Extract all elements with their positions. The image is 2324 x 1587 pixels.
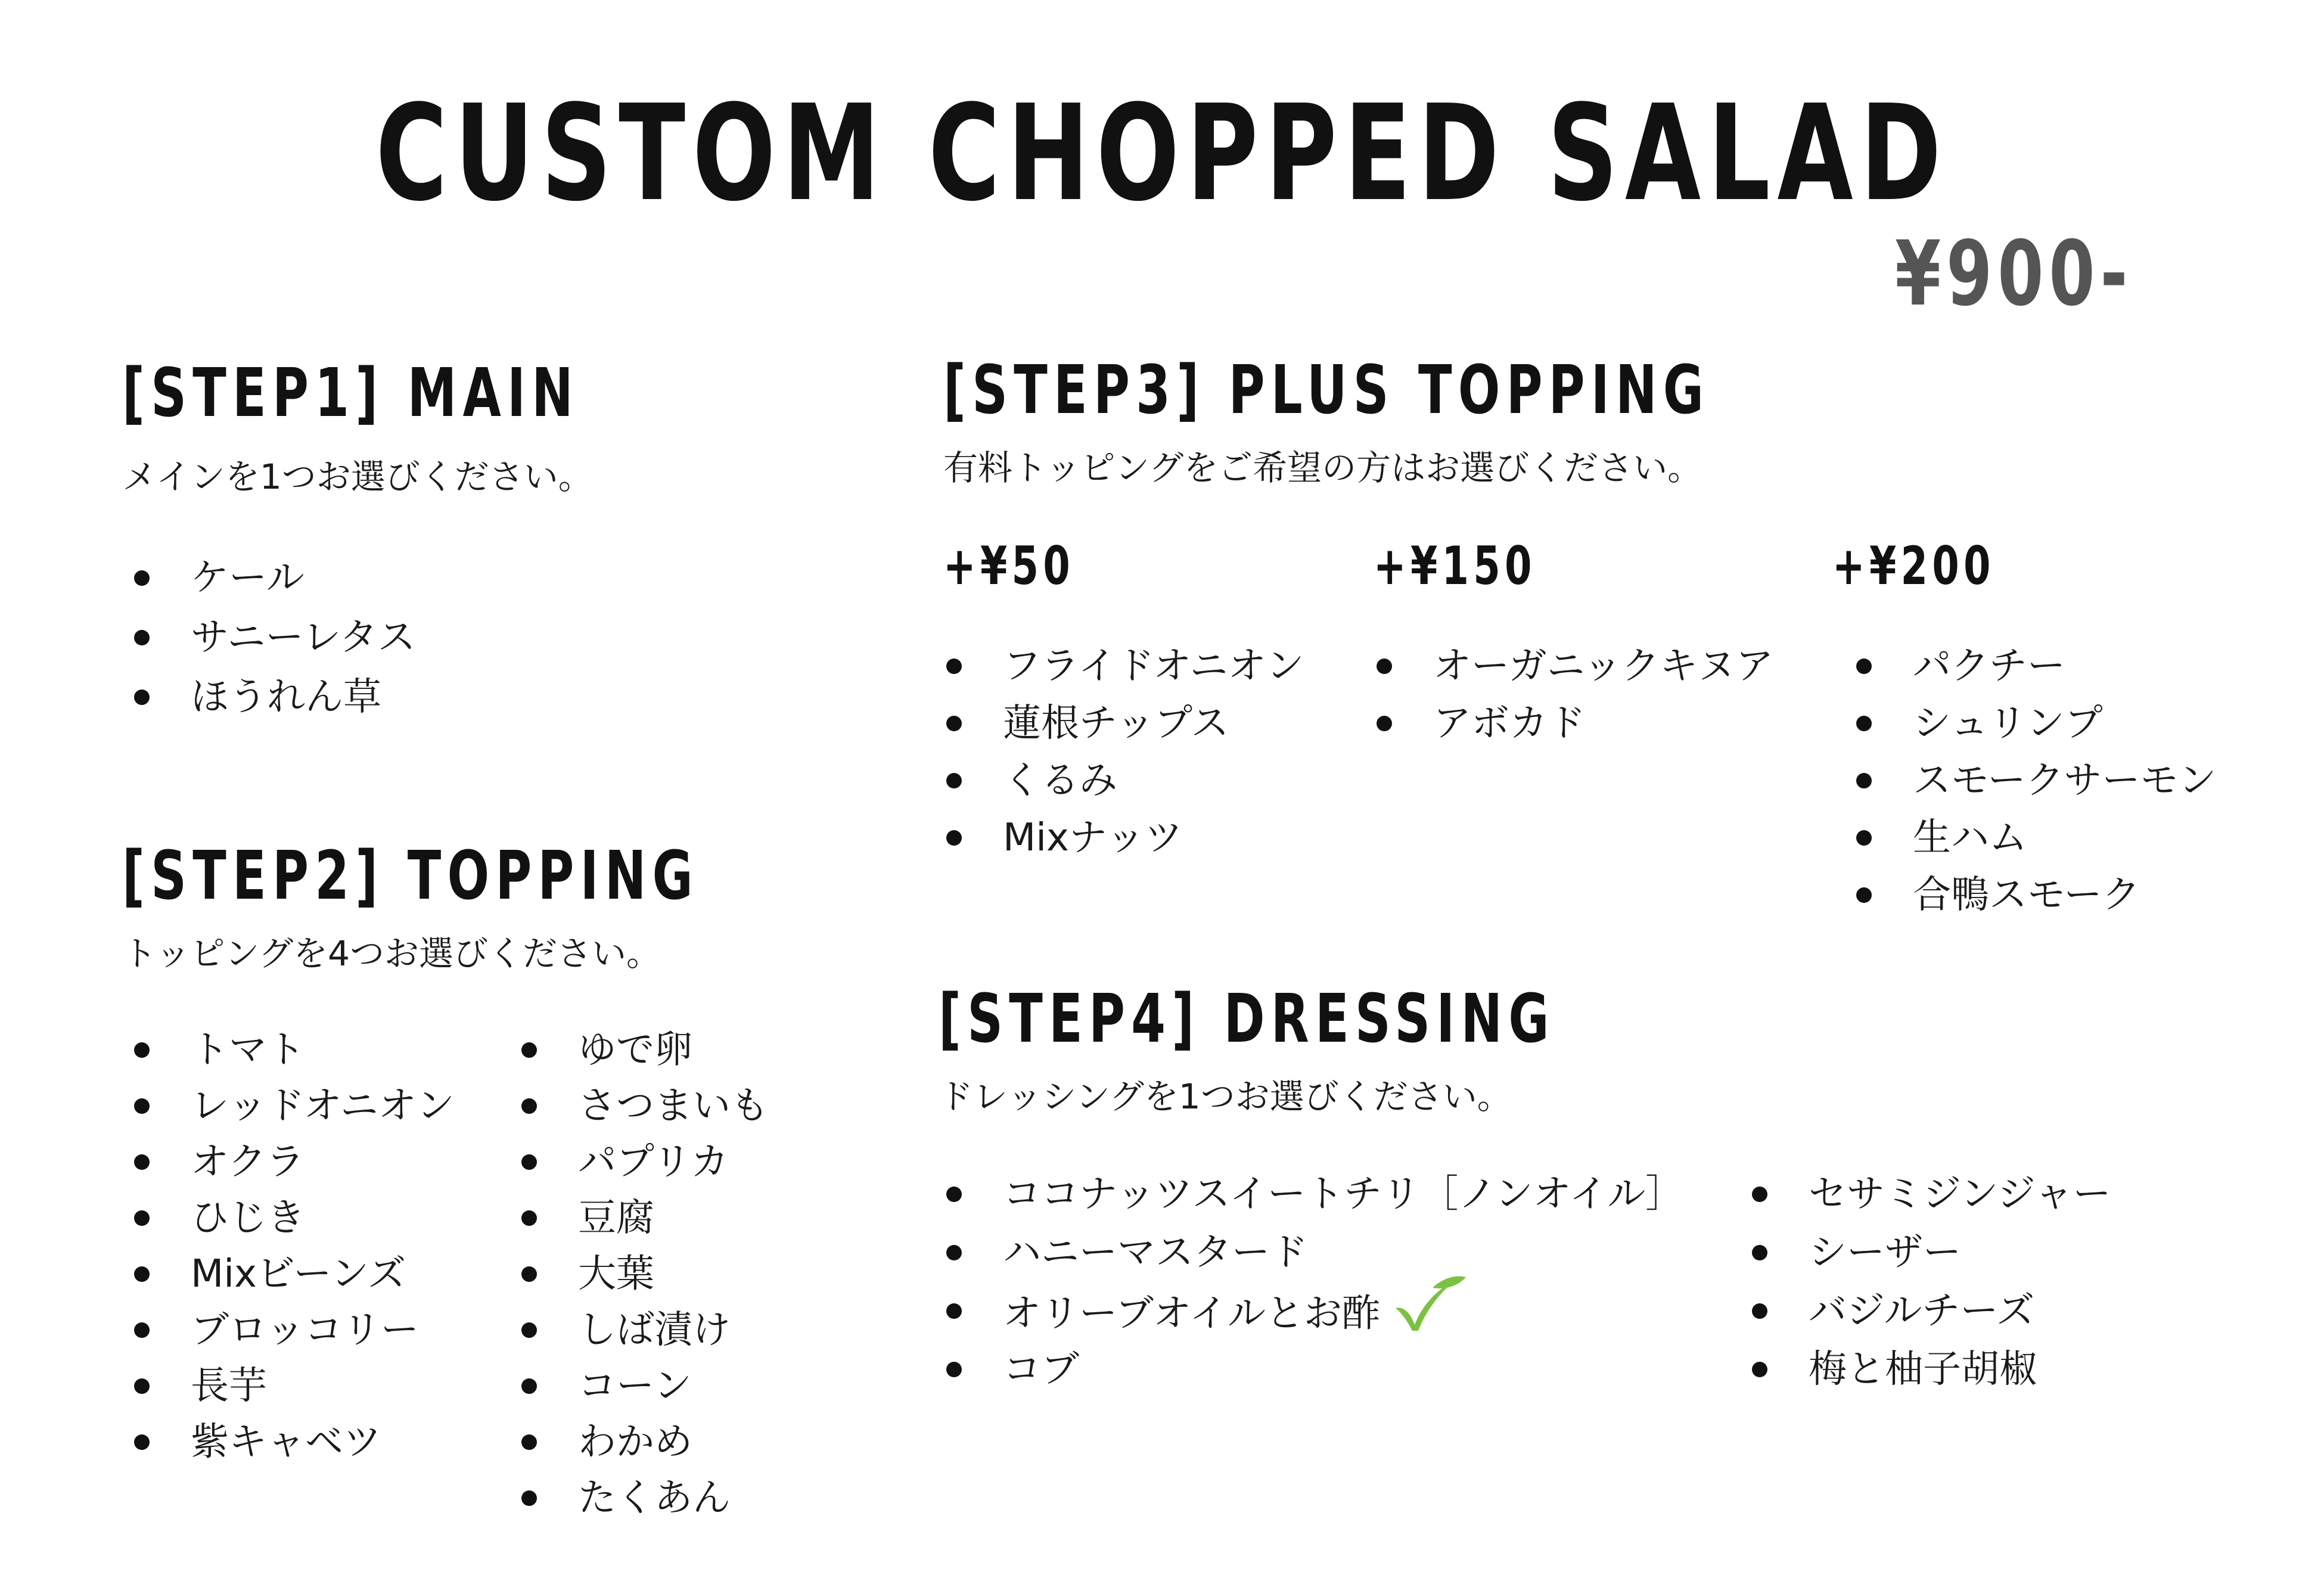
list-item <box>934 1282 1683 1340</box>
list-item: 蓮根チップス <box>934 695 1304 752</box>
list-item: 大葉 <box>509 1246 769 1302</box>
page-title: CUSTOM CHOPPED SALAD <box>375 77 1949 231</box>
step2-heading: [STEP2] TOPPING <box>122 837 699 915</box>
step2-list-col1 <box>122 1022 455 1470</box>
list-item: シーザー <box>1740 1223 2111 1282</box>
tier-price-50: +¥50 <box>943 535 1075 597</box>
tier-50-list <box>934 638 1304 867</box>
list-item: Mixナッツ <box>934 809 1304 867</box>
list-item: シュリンプ <box>1844 695 2216 752</box>
list-item: ケール <box>122 548 416 608</box>
step3-heading: [STEP3] PLUS TOPPING <box>943 352 1710 429</box>
list-item: 梅と柚子胡椒 <box>1740 1340 2111 1399</box>
recommended-dressing-label: オリーブオイルとお酢 <box>1003 1291 1380 1336</box>
step3-subtitle: 有料トッピングをご希望の方はお選びください。 <box>943 448 1702 488</box>
step4-subtitle: ドレッシングを1つお選びください。 <box>939 1076 1512 1117</box>
list-item: ハニーマスタード <box>934 1223 1683 1282</box>
list-item: バジルチーズ <box>1740 1282 2111 1340</box>
step4-list-col2 <box>1740 1165 2111 1399</box>
list-item: くるみ <box>934 752 1304 809</box>
list-item: しば漬け <box>509 1302 769 1358</box>
list-item: ブロッコリー <box>122 1302 455 1358</box>
tier-price-150: +¥150 <box>1374 535 1536 597</box>
list-item: 合鴨スモーク <box>1844 867 2216 924</box>
list-item: コーン <box>509 1358 769 1414</box>
list-item: 生ハム <box>1844 809 2216 867</box>
step4-list-col1 <box>934 1165 1683 1399</box>
tier-price-200: +¥200 <box>1832 535 1995 597</box>
list-item: Mixビーンズ <box>122 1246 455 1302</box>
list-item: パクチー <box>1844 638 2216 695</box>
step1-subtitle: メインを1つお選びください。 <box>122 456 593 497</box>
check-leaf-icon <box>1391 1274 1468 1350</box>
list-item: パプリカ <box>509 1134 769 1190</box>
list-item: サニーレタス <box>122 608 416 667</box>
list-item: アボカド <box>1365 695 1774 752</box>
list-item: 長芋 <box>122 1358 455 1414</box>
tier-200-list <box>1844 638 2216 924</box>
list-item: ひじき <box>122 1190 455 1246</box>
list-item: ほうれん草 <box>122 667 416 727</box>
step4-heading: [STEP4] DRESSING <box>939 980 1555 1058</box>
list-item: 紫キャベツ <box>122 1414 455 1470</box>
step1-list <box>122 548 416 727</box>
step2-list-col2 <box>509 1022 769 1526</box>
list-item: たくあん <box>509 1470 769 1526</box>
step2-subtitle: トッピングを4つお選びください。 <box>122 933 661 974</box>
tier-150-list <box>1365 638 1774 752</box>
list-item: トマト <box>122 1022 455 1078</box>
list-item: ココナッツスイートチリ［ノンオイル］ <box>934 1165 1683 1223</box>
list-item: ゆで卵 <box>509 1022 769 1078</box>
step1-heading: [STEP1] MAIN <box>122 355 580 432</box>
list-item: オクラ <box>122 1134 455 1190</box>
list-item: レッドオニオン <box>122 1078 455 1134</box>
list-item: コブ <box>934 1340 1683 1399</box>
list-item: オーガニックキヌア <box>1365 638 1774 695</box>
list-item: 豆腐 <box>509 1190 769 1246</box>
list-item: スモークサーモン <box>1844 752 2216 809</box>
list-item: フライドオニオン <box>934 638 1304 695</box>
list-item: セサミジンジャー <box>1740 1165 2111 1223</box>
list-item: さつまいも <box>509 1078 769 1134</box>
price-label: ¥900- <box>1895 222 2133 326</box>
list-item: わかめ <box>509 1414 769 1470</box>
